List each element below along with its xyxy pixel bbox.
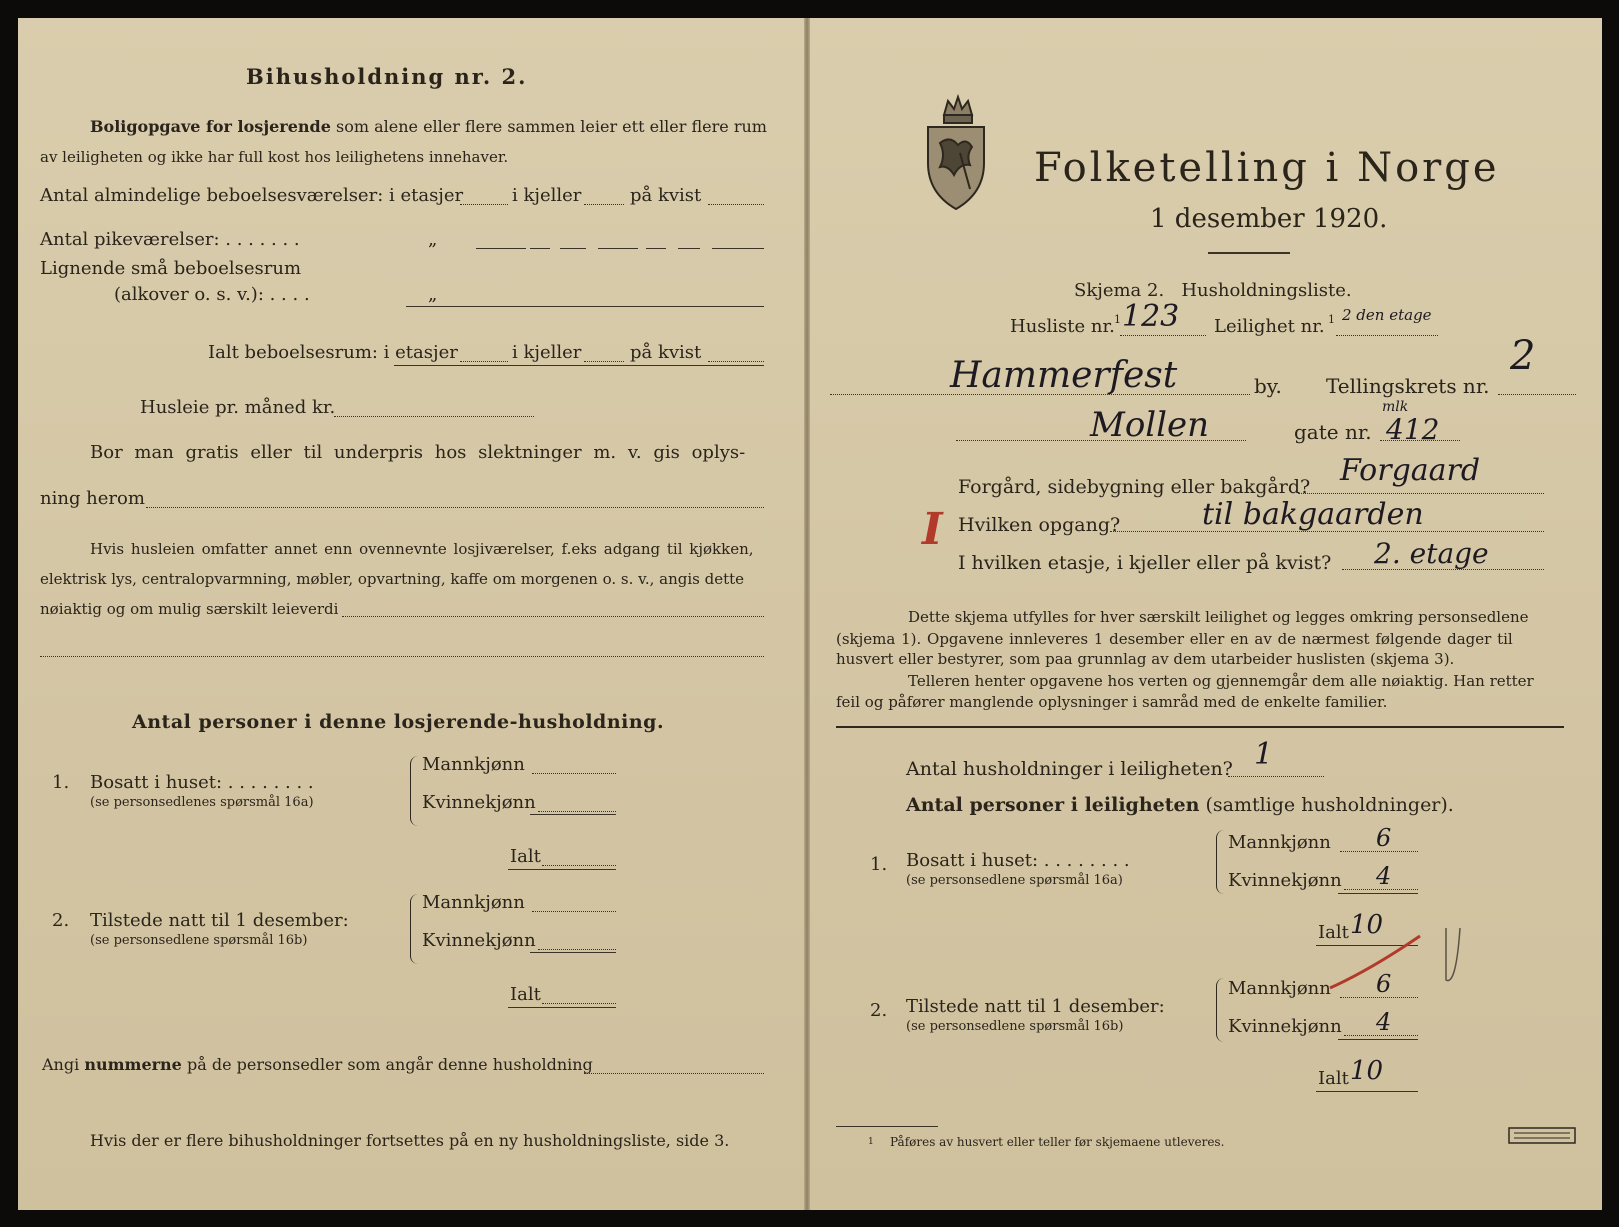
q1-label: Bosatt i huset: . . . . . . . . xyxy=(90,772,314,793)
pike-dash-3 xyxy=(646,248,666,249)
info-line-5: feil og påfører manglende oplysninger i samråd med de enkelte familier. xyxy=(836,693,1388,711)
leilighet-field xyxy=(1336,335,1438,336)
footnote-rule xyxy=(836,1126,938,1127)
r-q2-ialt-underline xyxy=(1316,1091,1418,1092)
intro-bold: Boligopgave for losjerende xyxy=(90,117,331,136)
rooms-kjeller-field[interactable] xyxy=(584,204,624,205)
q1-brace xyxy=(410,756,419,826)
left-page-title: Bihusholdning nr. 2. xyxy=(246,64,528,89)
by-label: by. xyxy=(1254,374,1282,398)
q2-ialt-underline xyxy=(508,1007,616,1008)
r-q1-kvinne-label: Kvinnekjønn xyxy=(1228,870,1342,891)
r-q2-kvinne-value[interactable]: 4 xyxy=(1376,1008,1392,1036)
lignende-field[interactable] xyxy=(406,306,764,307)
lignende-label-2: (alkover o. s. v.): . . . . xyxy=(114,284,310,305)
q2-mann-label: Mannkjønn xyxy=(422,892,525,913)
persons-rest: (samtlige husholdninger). xyxy=(1205,794,1454,816)
pike-dash-2 xyxy=(560,248,586,249)
q2-brace xyxy=(410,894,419,964)
ialt-label: Ialt beboelsesrum: i etasjer xyxy=(208,342,458,363)
r-q2-ialt-label: Ialt xyxy=(1318,1068,1349,1089)
intro-line-2: av leiligheten og ikke har full kost hos leilighetens innehaver. xyxy=(40,148,509,166)
gate-label: gate nr. xyxy=(1294,420,1372,444)
intro-line-1 xyxy=(90,119,767,135)
by-value[interactable]: Hammerfest xyxy=(950,355,1178,396)
r-q2-mann-label: Mannkjønn xyxy=(1228,978,1331,999)
coat-of-arms-icon xyxy=(920,93,992,213)
angi-pre: Angi xyxy=(42,1055,80,1074)
r-q2-kvinne-field xyxy=(1344,1035,1418,1036)
r-q2-number: 2. xyxy=(870,1000,888,1021)
hvis-line-3: nøiaktig og om mulig særskilt leieverdi xyxy=(40,600,339,618)
rooms-label: Antal almindelige beboelsesværelser: i etasjer xyxy=(40,185,464,206)
gratis-line-1: Bor man gratis eller til underpris hos slektninger m. v. gis oplys- xyxy=(90,442,746,463)
q1-sub: (se personsedlenes spørsmål 16a) xyxy=(90,795,314,810)
husliste-value[interactable]: 123 xyxy=(1122,299,1180,334)
hvis-line-1: Hvis husleien omfatter annet enn ovennevnte losjiværelser, f.eks adgang til kjøkken, xyxy=(90,540,754,558)
left-page xyxy=(18,18,804,1210)
q1-ialt-label: Ialt xyxy=(510,846,541,867)
r-q1-brace xyxy=(1216,830,1225,894)
r-q1-number: 1. xyxy=(870,854,888,875)
info-line-4: Telleren henter opgavene hos verten og gjennemgår dem alle nøiaktig. Han retter xyxy=(908,672,1534,690)
gate-field xyxy=(956,440,1246,441)
right-page-title: Folketelling i Norge xyxy=(1034,145,1500,191)
ialt-kvist-label: på kvist xyxy=(630,342,702,363)
rooms-etasjer-field[interactable] xyxy=(460,204,508,205)
r-q1-kvinne-value[interactable]: 4 xyxy=(1376,862,1392,890)
husleie-label: Husleie pr. måned kr. xyxy=(140,397,336,418)
rooms-kjeller-label: i kjeller xyxy=(512,185,582,206)
q1-kvinne-underline xyxy=(530,814,616,815)
r-q2-label: Tilstede natt til 1 desember: xyxy=(906,996,1165,1017)
ialt-kvist-field[interactable] xyxy=(708,361,764,362)
pike-label: Antal pikeværelser: . . . . . . . xyxy=(40,229,300,250)
gate-value[interactable]: Mollen xyxy=(1090,405,1210,445)
by-field xyxy=(830,394,1250,395)
q1-number: 1. xyxy=(52,772,70,793)
census-form-sheet xyxy=(18,18,1602,1210)
leieverdi-field[interactable] xyxy=(342,616,764,617)
pike-ditto: „ xyxy=(428,229,438,250)
households-field xyxy=(1228,776,1324,777)
pike-etasjer-field[interactable] xyxy=(476,248,526,249)
husliste-sup: 1 xyxy=(1114,313,1121,326)
leilighet-sup: 1 xyxy=(1328,313,1335,326)
q1-mann-label: Mannkjønn xyxy=(422,754,525,775)
intro-rest: som alene eller flere sammen leier ett eller flere rum xyxy=(335,117,767,136)
gate-nr-prefix: mlk xyxy=(1382,399,1409,415)
q2-number: 2. xyxy=(52,910,70,931)
r-q1-mann-label: Mannkjønn xyxy=(1228,832,1331,853)
printer-stamp-icon xyxy=(1508,1126,1576,1146)
lignende-ditto: „ xyxy=(428,284,438,305)
pike-dash-4 xyxy=(678,248,700,249)
persons-bold: Antal personer i leiligheten xyxy=(906,794,1200,816)
info-line-1: Dette skjema utfylles for hver særskilt leilighet og legges omkring personsedlene xyxy=(908,608,1529,626)
tellingskrets-value[interactable]: 2 xyxy=(1510,333,1536,379)
leilighet-value[interactable]: 2 den etage xyxy=(1342,306,1432,324)
husliste-field xyxy=(1120,335,1206,336)
households-label: Antal husholdninger i leiligheten? xyxy=(906,758,1233,780)
gratis-field[interactable] xyxy=(146,507,764,508)
forgard-field xyxy=(1298,493,1544,494)
angi-field[interactable] xyxy=(584,1073,764,1074)
right-page xyxy=(810,18,1602,1210)
r-q2-kvinne-underline xyxy=(1338,1039,1418,1040)
opgang-field xyxy=(1110,531,1544,532)
red-margin-mark: I xyxy=(922,504,943,555)
footnote-number: 1 xyxy=(868,1137,874,1147)
census-date: 1 desember 1920. xyxy=(1150,204,1388,234)
hvis-line-2: elektrisk lys, centralopvarmning, møbler, opvartning, kaffe om morgenen o. s. v., angis dette xyxy=(40,570,745,588)
info-line-2: (skjema 1). Opgavene innleveres 1 desember eller en av de nærmest følgende dager til xyxy=(836,630,1513,648)
r-q1-ialt-label: Ialt xyxy=(1318,922,1349,943)
opgang-label: Hvilken opgang? xyxy=(958,514,1121,536)
q1-mann-field[interactable] xyxy=(532,773,616,774)
pike-kjeller-field[interactable] xyxy=(598,248,638,249)
q2-kvinne-field[interactable] xyxy=(538,949,616,950)
ialt-kjeller-field[interactable] xyxy=(584,361,624,362)
r-q2-mann-value[interactable]: 6 xyxy=(1376,970,1392,998)
q2-ialt-label: Ialt xyxy=(510,984,541,1005)
q1-kvinne-label: Kvinnekjønn xyxy=(422,792,536,813)
r-q1-label: Bosatt i huset: . . . . . . . . xyxy=(906,850,1130,871)
r-q2-kvinne-label: Kvinnekjønn xyxy=(1228,1016,1342,1037)
gate-nr-field xyxy=(1380,440,1460,441)
q2-ialt-field[interactable] xyxy=(542,1003,616,1004)
info-divider xyxy=(836,726,1564,728)
persons-heading-line xyxy=(906,796,1454,815)
r-q2-ialt-value[interactable]: 10 xyxy=(1350,1056,1384,1086)
opgang-value[interactable]: til bakgaarden xyxy=(1202,497,1424,532)
etasje-field xyxy=(1342,569,1544,570)
left-footer: Hvis der er flere bihusholdninger fortsettes på en ny husholdningsliste, side 3. xyxy=(90,1131,730,1150)
husleie-field[interactable] xyxy=(334,416,534,417)
persons-heading: Antal personer i denne losjerende-husholdning. xyxy=(132,711,665,733)
q1-ialt-underline xyxy=(508,869,616,870)
etasje-value[interactable]: 2. etage xyxy=(1374,537,1489,570)
r-q1-ialt-value[interactable]: 10 xyxy=(1350,910,1384,940)
households-value[interactable]: 1 xyxy=(1254,737,1274,772)
q1-ialt-field[interactable] xyxy=(542,865,616,866)
forgard-label: Forgård, sidebygning eller bakgård? xyxy=(958,476,1311,498)
leilighet-label: Leilighet nr. xyxy=(1214,316,1325,337)
ialt-kjeller-label: i kjeller xyxy=(512,342,582,363)
forgard-value[interactable]: Forgaard xyxy=(1340,453,1481,488)
q2-sub: (se personsedlene spørsmål 16b) xyxy=(90,933,308,948)
gratis-line-2: ning herom xyxy=(40,488,145,509)
skjema-label: Skjema 2. Husholdningsliste. xyxy=(1074,280,1352,301)
q2-mann-field[interactable] xyxy=(532,911,616,912)
pike-dash-1 xyxy=(530,248,550,249)
angi-bold: nummerne xyxy=(84,1055,182,1074)
tellingskrets-label: Tellingskrets nr. xyxy=(1326,374,1490,398)
footnote-text: Påføres av husvert eller teller før skjemaene utleveres. xyxy=(890,1135,1225,1149)
r-q2-brace xyxy=(1216,978,1225,1042)
red-pencil-strike xyxy=(1310,888,1510,1008)
r-q2-mann-field xyxy=(1340,997,1418,998)
pike-kvist-field[interactable] xyxy=(712,248,764,249)
ialt-etasjer-field[interactable] xyxy=(460,361,508,362)
r-q1-sub: (se personsedlene spørsmål 16a) xyxy=(906,873,1123,888)
etasje-label: I hvilken etasje, i kjeller eller på kvist? xyxy=(958,552,1332,574)
lignende-label-1: Lignende små beboelsesrum xyxy=(40,258,302,279)
q1-kvinne-field[interactable] xyxy=(538,811,616,812)
info-line-3: husvert eller bestyrer, som paa grunnlag av dem utarbeider huslisten (skjema 3). xyxy=(836,650,1455,668)
rooms-kvist-label: på kvist xyxy=(630,185,702,206)
q2-kvinne-underline xyxy=(530,952,616,953)
r-q1-mann-field xyxy=(1340,851,1418,852)
leieverdi-extra-field[interactable] xyxy=(40,656,764,657)
tellingskrets-field xyxy=(1498,394,1576,395)
r-q1-mann-value[interactable]: 6 xyxy=(1376,824,1392,852)
q2-label: Tilstede natt til 1 desember: xyxy=(90,910,349,931)
gate-nr-value[interactable]: 412 xyxy=(1386,413,1440,446)
q2-kvinne-label: Kvinnekjønn xyxy=(422,930,536,951)
angi-post: på de personsedler som angår denne husholdning xyxy=(186,1055,593,1074)
rooms-kvist-field[interactable] xyxy=(708,204,764,205)
ialt-underline xyxy=(394,365,764,366)
title-divider xyxy=(1208,252,1290,254)
r-q2-sub: (se personsedlene spørsmål 16b) xyxy=(906,1019,1124,1034)
husliste-label: Husliste nr. xyxy=(1010,316,1115,337)
angi-line xyxy=(42,1057,593,1073)
